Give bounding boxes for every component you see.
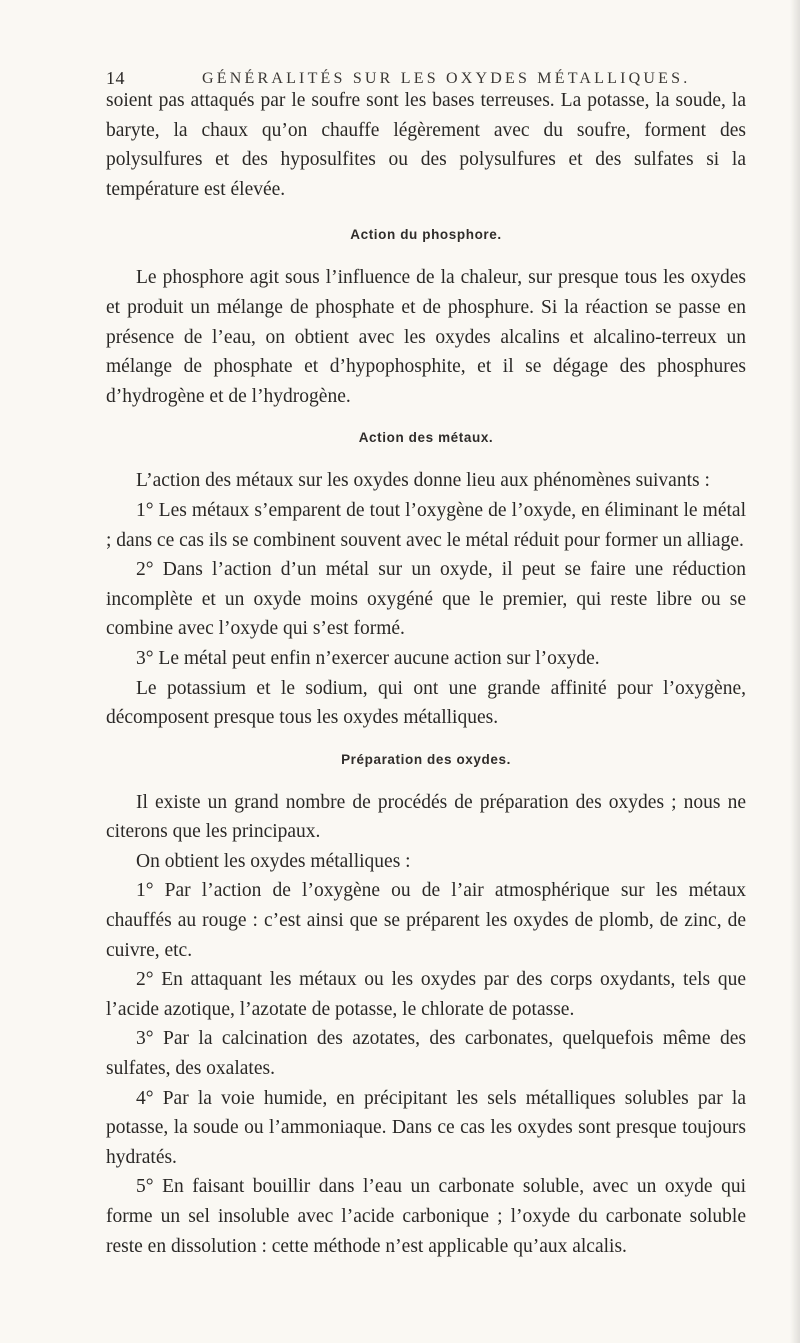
- paragraph-metaux-intro: L’action des métaux sur les oxydes donne lieu aux phénomènes suivants :: [136, 470, 710, 492]
- paragraph-metaux-potassium: Le potassium et le sodium, qui ont une grande affinité pour l’oxygène, décomposent presque tous les oxydes métalliques.: [106, 677, 746, 729]
- paragraph-preparation-5: 5° En faisant bouillir dans l’eau un carbonate soluble, avec un oxyde qui forme un sel insoluble avec l’acide carbonique ; l’oxyde du carbonate soluble reste en dissolution : cette méthode n’est applicable qu’aux alcalis.: [106, 1176, 746, 1257]
- paragraph-phosphore: Le phosphore agit sous l’influence de la chaleur, sur presque tous les oxydes et produit un mélange de phosphate et de phosphure. Si la réaction se passe en présence de l’eau, on obtient avec les oxydes alcalins et alcalino-terreux un mélange de phosphate et d’hypophosphite, et il se dégage des phosphures d’hydrogène et de l’hydrogène.: [106, 267, 746, 407]
- paragraph-preparation-1: 1° Par l’action de l’oxygène ou de l’air atmosphérique sur les métaux chauffés au rouge : c’est ainsi que se préparent les oxydes de plomb, de zinc, de cuivre, etc.: [106, 880, 746, 961]
- intro-paragraph: soient pas attaqués par le soufre sont les bases terreuses. La potasse, la soude, la baryte, la chaux qu’on chauffe légèrement avec du soufre, forment des polysulfures et des hyposulfites ou des polysulfures et des sulfates si la température est élevée.: [106, 90, 746, 200]
- page-edge-shadow: [790, 0, 800, 1343]
- page-number: 14: [106, 68, 125, 88]
- paragraph-preparation-2: 2° En attaquant les métaux ou les oxydes par des corps oxydants, tels que l’acide azotique, l’azotate de potasse, le chlorate de potasse.: [106, 969, 746, 1020]
- heading-preparation-oxydes: Préparation des oxydes.: [341, 751, 511, 767]
- spacer: [106, 250, 746, 263]
- spacer: [106, 204, 746, 220]
- paragraph-metaux-1: 1° Les métaux s’emparent de tout l’oxygène de l’oxyde, en éliminant le métal ; dans ce cas ils se combinent souvent avec le métal réduit pour former un alliage.: [106, 499, 746, 551]
- paragraph-metaux-3: 3° Le métal peut enfin n’exercer aucune action sur l’oxyde.: [136, 647, 600, 669]
- heading-action-metaux: Action des métaux.: [358, 430, 494, 446]
- paragraph-preparation-on-obtient: On obtient les oxydes métalliques :: [136, 850, 411, 872]
- spacer: [106, 733, 746, 745]
- heading-action-phosphore: Action du phosphore.: [350, 227, 502, 243]
- paragraph-preparation-intro: Il existe un grand nombre de procédés de préparation des oxydes ; nous ne citerons que les principaux.: [106, 791, 746, 843]
- paragraph-preparation-4: 4° Par la voie humide, en précipitant les sels métalliques solubles par la potasse, la soude ou l’ammoniaque. Dans ce cas les oxydes sont presque toujours hydratés.: [106, 1087, 746, 1168]
- spacer: [106, 453, 746, 466]
- spacer: [106, 775, 746, 788]
- text-block: [106, 86, 746, 1261]
- paragraph-metaux-2: 2° Dans l’action d’un métal sur un oxyde, il peut se faire une réduction incomplète et un oxyde moins oxygéné que le premier, qui reste libre ou se combine avec l’oxyde qui s’est formé.: [106, 559, 746, 640]
- running-title: GÉNÉRALITÉS SUR LES OXYDES MÉTALLIQUES.: [202, 70, 691, 87]
- paragraph-preparation-3: 3° Par la calcination des azotates, des carbonates, quelquefois même des sulfates, des oxalates.: [106, 1028, 746, 1080]
- spacer: [106, 411, 746, 423]
